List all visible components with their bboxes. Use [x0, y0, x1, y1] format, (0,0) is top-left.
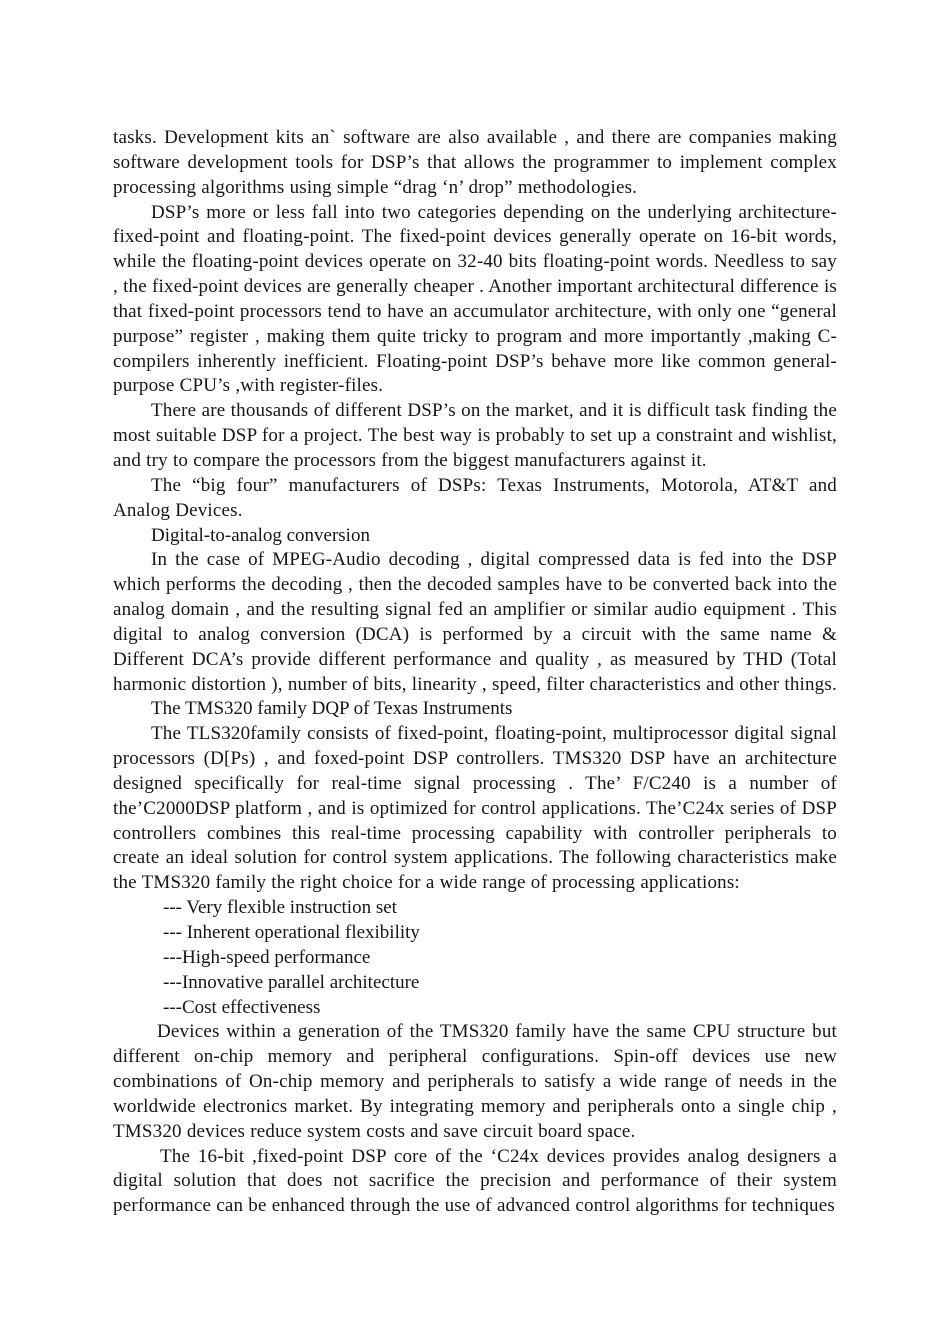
list-item: ---Cost effectiveness [163, 996, 321, 1018]
paragraph-continuation-tasks: tasks. Development kits an` software are also available , and there are companies making software development tools for DSP’s that allows the programmer to implement complex processing algorithms using simple “drag ‘n’ drop” methodologies. [113, 127, 837, 198]
tms320-characteristics-list [113, 896, 837, 1020]
paragraph-16bit-fixed-point-core: The 16-bit ,fixed-point DSP core of the ‘C24x devices provides analog designers a digital solution that does not sacrifice the precision and performance of their system performance can be enhanced through the use of advanced control algorithms for techniques [113, 1145, 837, 1217]
paragraph-mpeg-audio-decoding: In the case of MPEG-Audio decoding , digital compressed data is fed into the DSP which performs the decoding , then the decoded samples have to be converted back into the analog domain , and the resulting signal fed an amplifier or similar audio equipment . This digital to analog conversion (DCA) is performed by a circuit with the same name & Different DCA’s provide different performance and quality , as measured by THD (Total harmonic distortion ), number of bits, linearity , speed, filter characteristics and other things. [113, 549, 837, 695]
list-item: ---High-speed performance [163, 946, 371, 968]
paragraph-thousands-of-dsps: There are thousands of different DSP’s on the market, and it is difficult task finding the most suitable DSP for a project. The best way is probably to set up a constraint and wishlist, and try to compare the processors from the biggest manufacturers against it. [113, 400, 837, 471]
paragraph-devices-within-generation: Devices within a generation of the TMS320 family have the same CPU structure but different on-chip memory and peripheral configurations. Spin-off devices use new combinations of On-chip memory and peripherals to satisfy a wide range of needs in the worldwide electronics market. By integrating memory and peripherals onto a single chip , TMS320 devices reduce system costs and save circuit board space. [113, 1021, 837, 1142]
document-text-column [113, 126, 837, 1219]
list-item: ---Innovative parallel architecture [163, 971, 420, 993]
heading-tms320-family: The TMS320 family DQP of Texas Instruments [151, 698, 513, 720]
list-item: --- Inherent operational flexibility [163, 922, 420, 943]
list-item: --- Very flexible instruction set [163, 897, 397, 919]
paragraph-dsp-categories: DSP’s more or less fall into two categories depending on the underlying architecture-fixed-point and floating-point. The fixed-point devices generally operate on 16-bit words, while the floating-point devices operate on 32-40 bits floating-point words. Needless to say , the fixed-point devices are generally cheaper . Another important architectural difference is that fixed-point processors tend to have an accumulator architecture, with only one “general purpose” register , making them quite tricky to program and more importantly ,making C-compilers inherently inefficient. Floating-point DSP’s behave more like common general-purpose CPU’s ,with register-files. [113, 201, 837, 397]
heading-digital-to-analog-conversion: Digital-to-analog conversion [151, 524, 370, 546]
paragraph-big-four-manufacturers: The “big four” manufacturers of DSPs: Texas Instruments, Motorola, AT&T and Analog Devices. [113, 474, 837, 521]
paragraph-tls320-family-description: The TLS320family consists of fixed-point, floating-point, multiprocessor digital signal processors (D[Ps) , and foxed-point DSP controllers. TMS320 DSP have an architecture designed specifically for real-time signal processing . The’ F/C240 is a number of the’C2000DSP platform , and is optimized for control applications. The’C24x series of DSP controllers combines this real-time processing capability with controller peripherals to create an ideal solution for control system applications. The following characteristics make the TMS320 family the right choice for a wide range of processing applications: [113, 723, 837, 894]
